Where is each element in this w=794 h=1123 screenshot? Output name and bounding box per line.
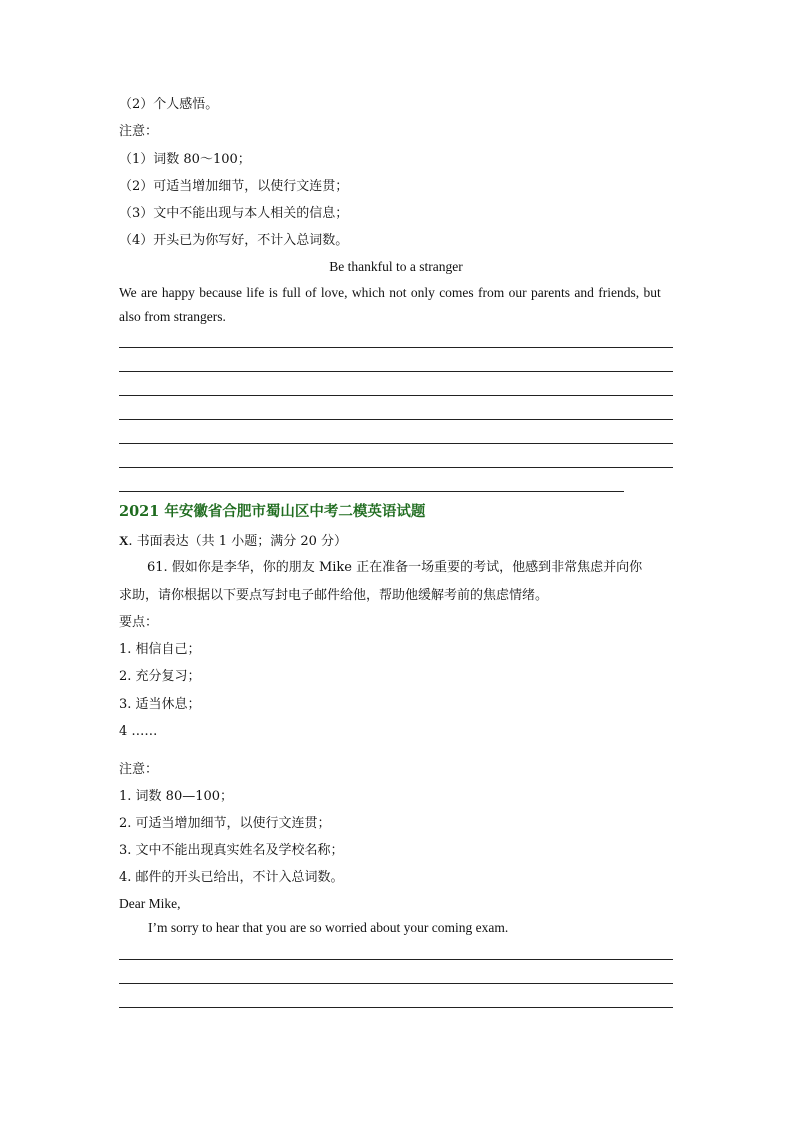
writing-line: [119, 1007, 673, 1008]
note-item: （1）词数 80～100；: [119, 152, 251, 167]
writing-line: [119, 959, 673, 960]
point-item: 2. 充分复习；: [119, 669, 201, 684]
writing-line: [119, 467, 673, 468]
writing-line: [119, 371, 673, 372]
note-item-2: 4. 邮件的开头已给出，不计入总词数。: [119, 870, 344, 885]
point-item: 3. 适当休息；: [119, 697, 201, 712]
point-item: 4 ……: [119, 724, 158, 739]
points-label: 要点：: [119, 615, 159, 630]
notes-label: 注意：: [119, 124, 159, 139]
email-opening: I’m sorry to hear that you are so worried about your coming exam.: [148, 920, 509, 935]
essay-title: Be thankful to a stranger: [329, 259, 463, 274]
writing-line: [119, 983, 673, 984]
section-title: [119, 533, 347, 550]
essay-opening-line-2: also from strangers.: [119, 309, 226, 324]
essay-opening-line-1: We are happy because life is full of love, which not only comes from our parents and friends, but: [119, 285, 661, 300]
section-title-text: . 书面表达（共 1 小题；满分 20 分）: [128, 534, 347, 549]
writing-line: [119, 347, 673, 348]
exam-heading: 2021 年安徽省合肥市蜀山区中考二模英语试题: [119, 503, 426, 520]
section-number: X: [119, 533, 129, 548]
writing-line: [119, 395, 673, 396]
point-item: 1. 相信自己；: [119, 642, 201, 657]
writing-line: [119, 419, 673, 420]
points-item-2: （2）个人感悟。: [119, 97, 219, 112]
writing-line: [119, 443, 673, 444]
writing-line-short: [119, 491, 624, 492]
notes-label-2: 注意：: [119, 762, 159, 777]
note-item-2: 1. 词数 80—100；: [119, 789, 234, 804]
note-item-2: 2. 可适当增加细节，以使行文连贯；: [119, 816, 331, 831]
email-salutation: Dear Mike,: [119, 896, 181, 911]
prompt-line-1: 61. 假如你是李华，你的朋友 Mike 正在准备一场重要的考试，他感到非常焦虑并向你: [147, 560, 643, 575]
note-item: （3）文中不能出现与本人相关的信息；: [119, 206, 349, 221]
note-item: （2）可适当增加细节，以使行文连贯；: [119, 179, 349, 194]
prompt-line-2: 求助，请你根据以下要点写封电子邮件给他，帮助他缓解考前的焦虑情绪。: [119, 588, 549, 603]
note-item: （4）开头已为你写好，不计入总词数。: [119, 233, 349, 248]
note-item-2: 3. 文中不能出现真实姓名及学校名称；: [119, 843, 344, 858]
